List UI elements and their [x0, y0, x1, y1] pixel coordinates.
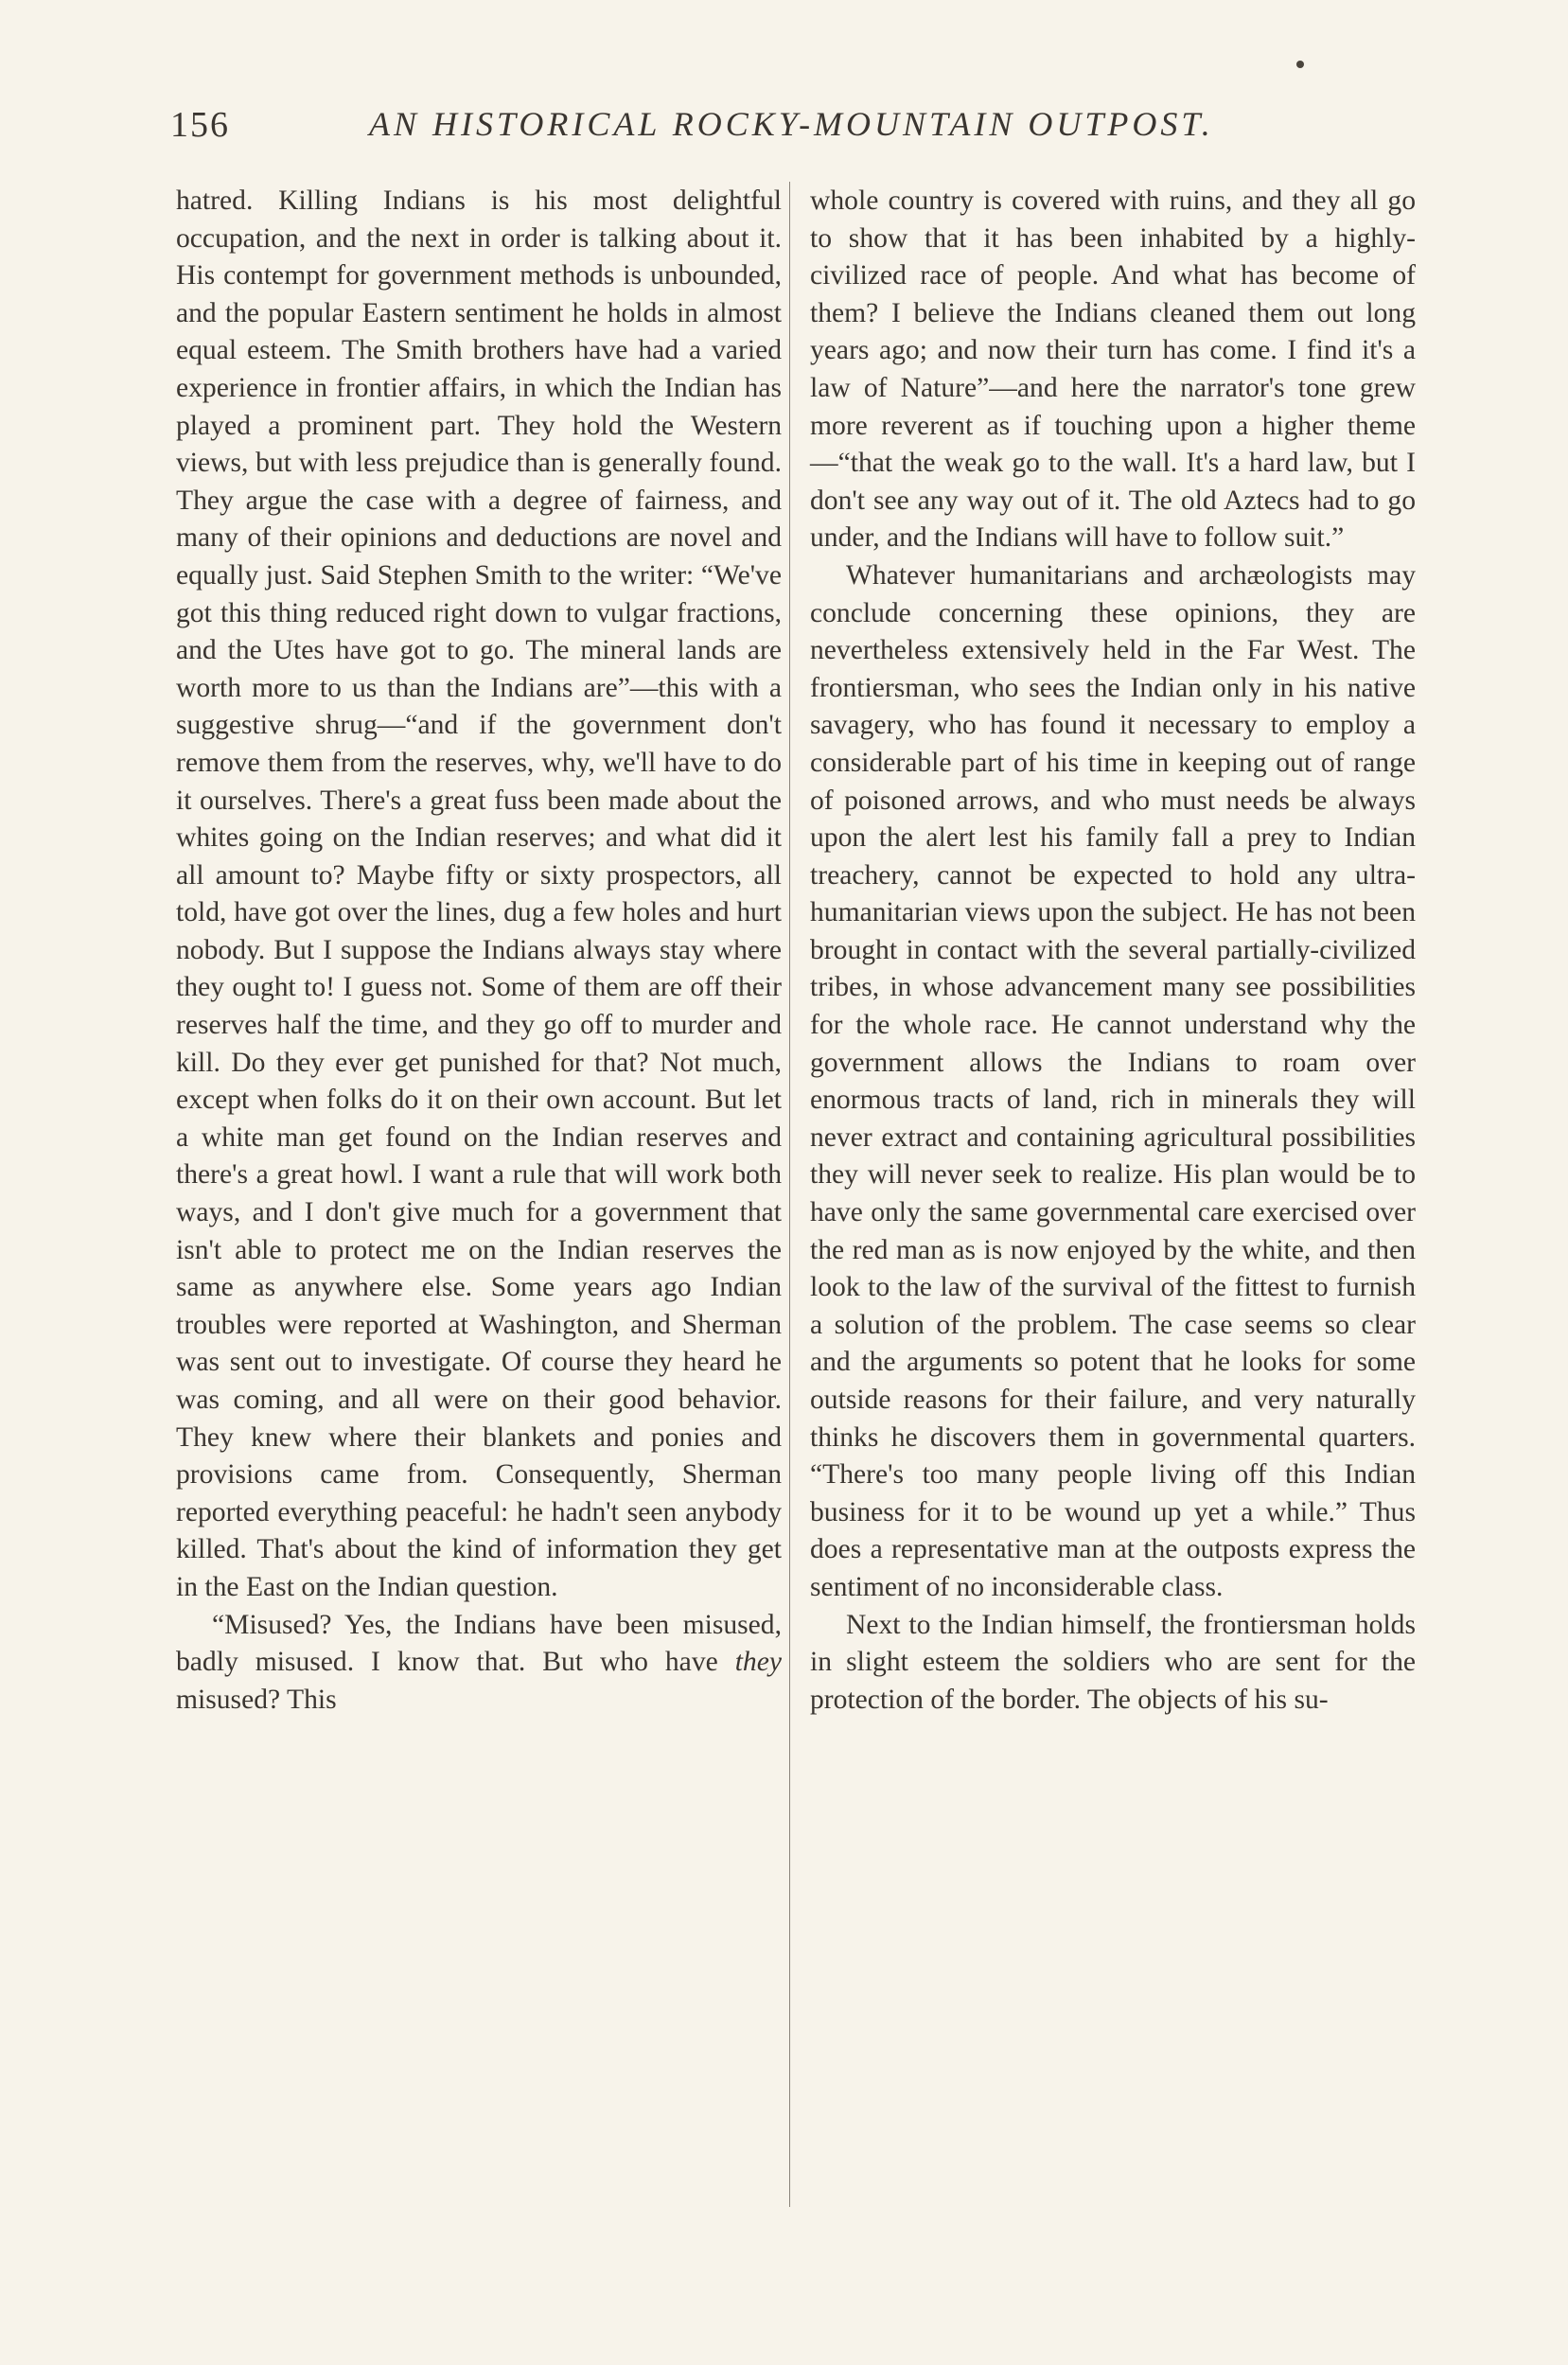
page-number: 156 [170, 105, 230, 145]
italic-word: they [734, 1647, 782, 1678]
ink-speck [1296, 61, 1304, 68]
running-title: AN HISTORICAL ROCKY-MOUNTAIN OUTPOST. [369, 105, 1214, 143]
paragraph-left-2-text: “Misused? Yes, the Indians have been misused, badly misused. I know that. But who have [176, 1609, 782, 1678]
left-column [176, 183, 782, 1719]
paragraph-right-2: Whatever humanitarians and archæologists may conclude concerning these opinions, they are nevertheless extensively held in the Far West. The frontiersman, who sees the Indian only in his native savagery, who has found it necessary to employ a considerable part of his time in keeping out of range of poisoned arrows, and who must needs be always upon the alert lest his family fall a prey to Indian treachery, cannot be expected to hold any ultra-humanitarian views upon the subject. He has not been brought in contact with the several partially-civilized tribes, in whose advancement many see possibilities for the whole race. He cannot understand why the government allows the Indians to roam over enormous tracts of land, rich in minerals they will never extract and containing agricultural possibilities they will never seek to realize. His plan would be to have only the same governmental care exercised over the red man as is now enjoyed by the white, and then look to the law of the survival of the fittest to furnish a solution of the problem. The case seems so clear and the arguments so potent that he looks for some outside reasons for their failure, and very naturally thinks he discovers them in governmental quarters. “There's too many people living off this Indian business for it to be wound up yet a while.” Thus does a representative man at the outposts express the sentiment of no inconsiderable class. [810, 559, 1416, 1602]
paragraph-right-1: whole country is covered with ruins, and they all go to show that it has been inhabited by a highly-civilized race of people. And what has become of them? I believe the Indians cleaned them out long years ago; and now their turn has come. I find it's a law of Nature”—and here the narrator's tone grew more reverent as if touching upon a higher theme—“that the weak go to the wall. It's a hard law, but I don't see any way out of it. The old Aztecs had to go under, and the Indians will have to follow suit.” [810, 185, 1416, 554]
paragraph-left-2 [176, 1607, 782, 1720]
column-divider [789, 182, 790, 2207]
page-header [170, 104, 1401, 151]
paragraph-left-1: hatred. Killing Indians is his most delightful occupation, and the next in order is talking about it. His contempt for government methods is unbounded, and the popular Eastern sentiment he holds in almost equal esteem. The Smith brothers have had a varied experience in frontier affairs, in which the Indian has played a prominent part. They hold the Western views, but with less prejudice than is generally found. They argue the case with a degree of fairness, and many of their opinions and deductions are novel and equally just. Said Stephen Smith to the writer: “We've got this thing reduced right down to vulgar fractions, and the Utes have got to go. The mineral lands are worth more to us than the Indians are”—this with a suggestive shrug—“and if the government don't remove them from the reserves, why, we'll have to do it ourselves. There's a great fuss been made about the whites going on the Indian reserves; and what did it all amount to? Maybe fifty or sixty prospectors, all told, have got over the lines, dug a few holes and hurt nobody. But I suppose the Indians always stay where they ought to! I guess not. Some of them are off their reserves half the time, and they go off to murder and kill. Do they ever get punished for that? Not much, except when folks do it on their own account. But let a white man get found on the Indian reserves and there's a great howl. I want a rule that will work both ways, and I don't give much for a government that isn't able to protect me on the Indian reserves the same as anywhere else. Some years ago Indian troubles were reported at Washington, and Sherman was sent out to investigate. Of course they heard he was coming, and all were on their good behavior. They knew where their blankets and ponies and provisions came from. Consequently, Sherman reported everything peaceful: he hadn't seen anybody killed. That's about the kind of information they get in the East on the Indian question. [176, 185, 782, 1602]
paragraph-left-2-tail: misused? This [176, 1684, 337, 1715]
paragraph-right-3: Next to the Indian himself, the frontiersman holds in slight esteem the soldiers who are sent for the protection of the border. The objects of his su- [810, 1609, 1416, 1715]
right-column [810, 183, 1416, 1719]
